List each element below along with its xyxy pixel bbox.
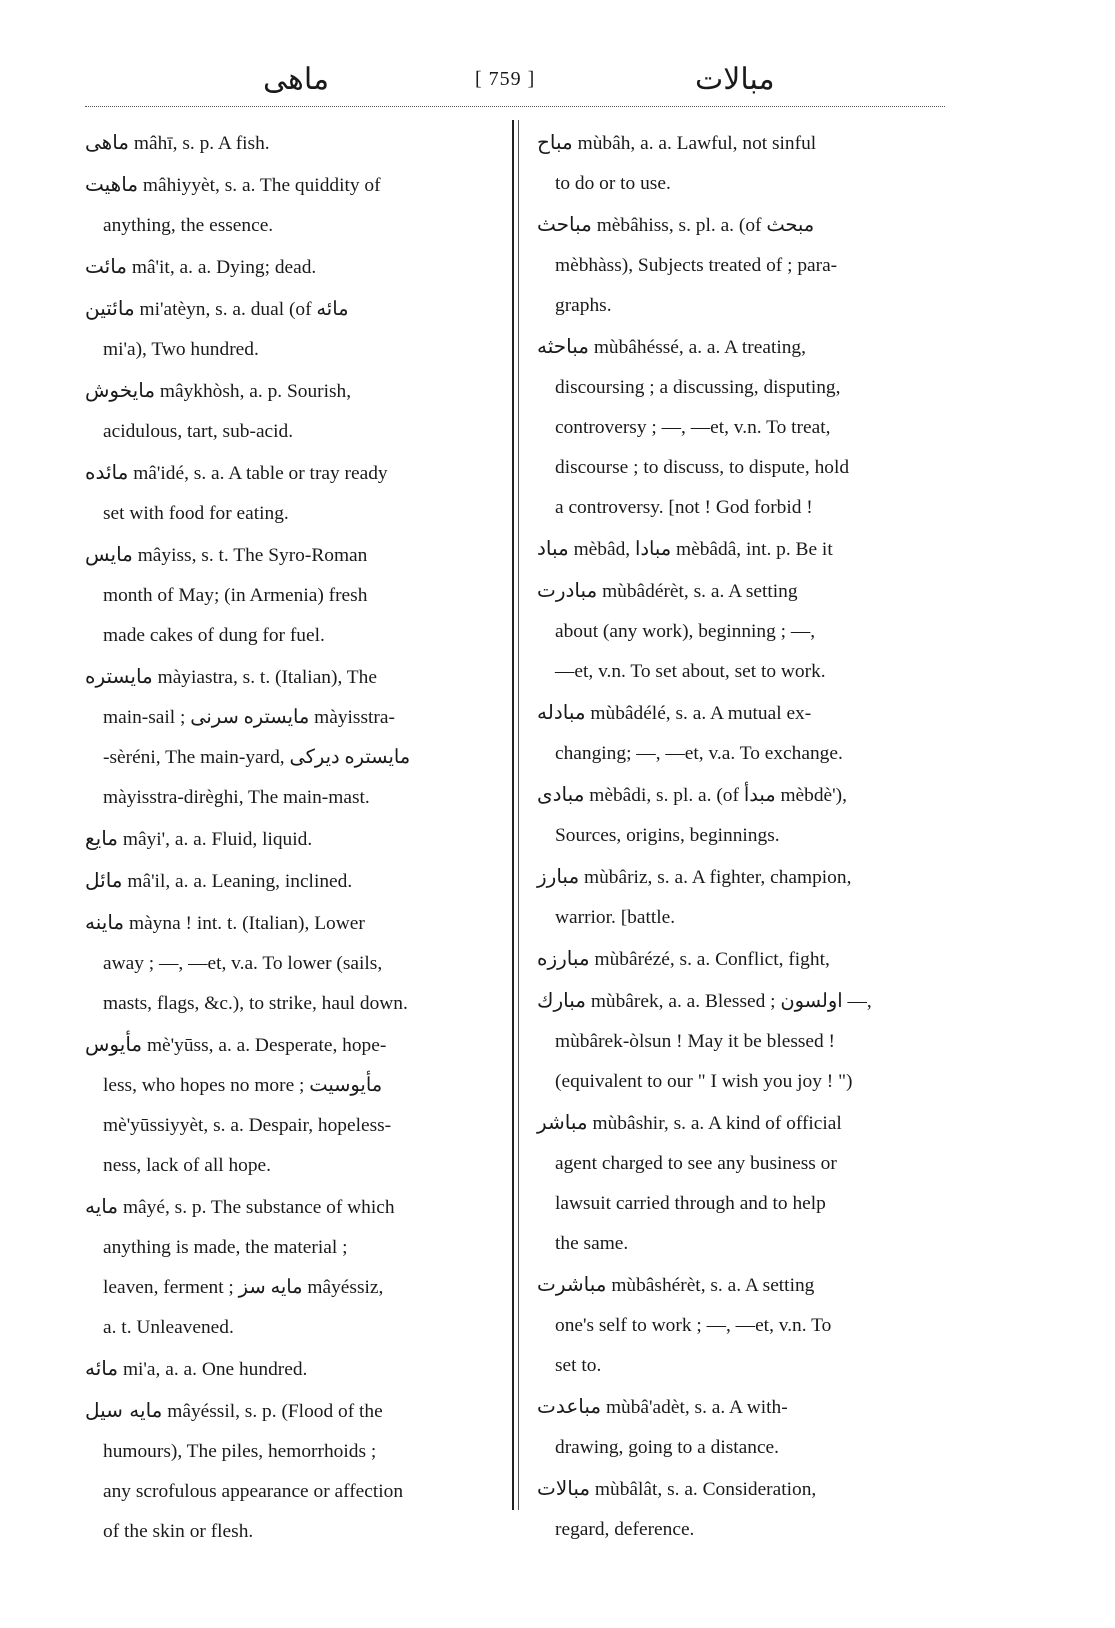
entry-text: mâyéssil, s. p. (Flood of the (162, 1401, 383, 1422)
headword-arabic: مایه سیل (85, 1398, 163, 1422)
entry-continuation: the same. (555, 1233, 629, 1254)
entry-continuation: one's self to work ; —, —et, v.n. To (555, 1315, 832, 1336)
left-column (85, 122, 500, 1552)
headword-arabic: مبادی (537, 782, 585, 806)
entry-continuation: away ; —, —et, v.a. To lower (sails, (103, 953, 383, 974)
headword-arabic: مایه (85, 1194, 119, 1218)
headword-arabic: مباح (537, 130, 573, 154)
entry-text: mè'yūss, a. a. Desperate, hope- (142, 1035, 387, 1056)
dictionary-entry (85, 534, 500, 656)
dictionary-entry (537, 1468, 957, 1550)
headword-arabic: مائتین (85, 296, 135, 320)
entry-continuation: Sources, origins, beginnings. (555, 825, 780, 846)
entry-continuation: a. t. Unleavened. (103, 1317, 234, 1338)
entry-text: mâyé, s. p. The substance of which (118, 1197, 395, 1218)
entry-text: mùbâriz, s. a. A fighter, champion, (579, 867, 852, 888)
entry-continuation: set with food for eating. (103, 503, 289, 524)
entry-continuation: màyisstra-dirèghi, The main-mast. (103, 787, 370, 808)
dictionary-entry (85, 164, 500, 246)
entry-continuation: of the skin or flesh. (103, 1521, 254, 1542)
entry-continuation: to do or to use. (555, 173, 671, 194)
entry-text: màyna ! int. t. (Italian), Lower (124, 913, 365, 934)
entry-continuation: mè'yūssiyyèt, s. a. Despair, hopeless- (103, 1115, 392, 1136)
entry-text: mèbâdi, s. pl. a. (of مبدأ mèbdè'), (584, 785, 847, 806)
entry-continuation: drawing, going to a distance. (555, 1437, 780, 1458)
headword-arabic: مباشرت (537, 1272, 607, 1296)
entry-continuation: ness, lack of all hope. (103, 1155, 272, 1176)
dictionary-entry (85, 818, 500, 860)
entry-text: mùbâlât, s. a. Consideration, (590, 1479, 817, 1500)
entry-text: mâ'idé, s. a. A table or tray ready (128, 463, 388, 484)
headword-arabic: مباعدت (537, 1394, 602, 1418)
entry-text: mèbâd, مبادا mèbâdâ, int. p. Be it (568, 539, 833, 560)
entry-text: mùbârézé, s. a. Conflict, fight, (589, 949, 830, 970)
entry-continuation: controversy ; —, —et, v.n. To treat, (555, 417, 831, 438)
entry-continuation: month of May; (in Armenia) fresh (103, 585, 368, 606)
entry-continuation: discoursing ; a discussing, disputing, (555, 377, 841, 398)
header-right-word: مبالات (695, 62, 775, 97)
dictionary-entry (85, 452, 500, 534)
entry-continuation: mèbhàss), Subjects treated of ; para- (555, 255, 838, 276)
dictionary-entry (537, 122, 957, 204)
headword-arabic: مباحث (537, 212, 592, 236)
entry-continuation: graphs. (555, 295, 612, 316)
headword-arabic: ماهی (85, 130, 130, 154)
entry-text: mùbâhéssé, a. a. A treating, (588, 337, 806, 358)
headword-arabic: ماینه (85, 910, 125, 934)
entry-text: mùbâshérèt, s. a. A setting (606, 1275, 815, 1296)
dictionary-entry (537, 204, 957, 326)
column-divider-inner (518, 120, 519, 1510)
dictionary-entry (537, 692, 957, 774)
dictionary-entry (85, 656, 500, 818)
headword-arabic: مبادله (537, 700, 586, 724)
entry-continuation: humours), The piles, hemorrhoids ; (103, 1441, 377, 1462)
entry-continuation: -sèréni, The main-yard, مایستره دیرکی (103, 747, 411, 768)
dictionary-entry (537, 774, 957, 856)
entry-continuation: made cakes of dung for fuel. (103, 625, 325, 646)
header-left-word: ماهی (263, 62, 330, 97)
entry-text: mâ'it, a. a. Dying; dead. (127, 257, 317, 278)
headword-arabic: مایس (85, 542, 133, 566)
entry-continuation: acidulous, tart, sub-acid. (103, 421, 294, 442)
entry-continuation: warrior. [battle. (555, 907, 676, 928)
entry-continuation: set to. (555, 1355, 602, 1376)
dictionary-entry (537, 1102, 957, 1264)
dictionary-entry (537, 856, 957, 938)
entry-text: mâyiss, s. t. The Syro-Roman (132, 545, 368, 566)
entry-continuation: less, who hopes no more ; مأیوسیت (103, 1075, 383, 1096)
dictionary-entry (85, 246, 500, 288)
page-number: [ 759 ] (475, 68, 536, 90)
dictionary-entry (85, 288, 500, 370)
headword-arabic: ماهیت (85, 172, 139, 196)
entry-text: mâhī, s. p. A fish. (129, 133, 270, 154)
headword-arabic: مباشر (537, 1110, 588, 1134)
headword-arabic: مایخوش (85, 378, 156, 402)
page-header (85, 62, 945, 107)
dictionary-entry (537, 570, 957, 692)
entry-text: mèbâhiss, s. pl. a. (of مبحث (591, 215, 815, 236)
entry-continuation: any scrofulous appearance or affection (103, 1481, 404, 1502)
headword-arabic: مائه (85, 1356, 119, 1380)
entry-continuation: mùbârek-òlsun ! May it be blessed ! (555, 1031, 836, 1052)
dictionary-entry (537, 528, 957, 570)
headword-arabic: مبالات (537, 1476, 591, 1500)
column-divider (512, 120, 514, 1510)
headword-arabic: مباحثه (537, 334, 589, 358)
entry-continuation: lawsuit carried through and to help (555, 1193, 826, 1214)
dictionary-entry (537, 1264, 957, 1386)
entry-text: màyiastra, s. t. (Italian), The (152, 667, 377, 688)
dictionary-entry (537, 1386, 957, 1468)
dictionary-entry (85, 902, 500, 1024)
entry-text: mùbâshir, s. a. A kind of official (587, 1113, 842, 1134)
entry-continuation: anything is made, the material ; (103, 1237, 348, 1258)
headword-arabic: مایستره (85, 664, 153, 688)
entry-text: mi'atèyn, s. a. dual (of مائه (134, 299, 349, 320)
entry-text: mâ'il, a. a. Leaning, inclined. (122, 871, 353, 892)
entry-text: mùbârek, a. a. Blessed ; اولسون —, (585, 991, 872, 1012)
dictionary-entry (537, 938, 957, 980)
entry-continuation: anything, the essence. (103, 215, 274, 236)
dictionary-entry (85, 1348, 500, 1390)
entry-text: mùbâdérèt, s. a. A setting (597, 581, 798, 602)
entry-continuation: agent charged to see any business or (555, 1153, 837, 1174)
entry-text: mâykhòsh, a. p. Sourish, (155, 381, 352, 402)
dictionary-entry (85, 1390, 500, 1552)
headword-arabic: مبادرت (537, 578, 598, 602)
dictionary-entry (85, 860, 500, 902)
headword-arabic: مباد (537, 536, 569, 560)
entry-text: mâyi', a. a. Fluid, liquid. (118, 829, 313, 850)
entry-continuation: —et, v.n. To set about, set to work. (555, 661, 826, 682)
headword-arabic: مبارز (537, 864, 580, 888)
headword-arabic: مائل (85, 868, 123, 892)
dictionary-entry (537, 980, 957, 1102)
dictionary-entry (537, 326, 957, 528)
dictionary-entry (85, 1186, 500, 1348)
headword-arabic: مائت (85, 254, 128, 278)
entry-text: mùbâdélé, s. a. A mutual ex- (585, 703, 812, 724)
entry-continuation: discourse ; to discuss, to dispute, hold (555, 457, 850, 478)
entry-continuation: a controversy. [not ! God forbid ! (555, 497, 813, 518)
entry-text: mi'a, a. a. One hundred. (118, 1359, 308, 1380)
entry-continuation: about (any work), beginning ; —, (555, 621, 816, 642)
headword-arabic: مأیوس (85, 1032, 143, 1056)
headword-arabic: مائده (85, 460, 129, 484)
entry-continuation: (equivalent to our " I wish you joy ! ") (555, 1071, 853, 1092)
entry-text: mâhiyyèt, s. a. The quiddity of (138, 175, 381, 196)
dictionary-entry (85, 1024, 500, 1186)
entry-continuation: masts, flags, &c.), to strike, haul down. (103, 993, 408, 1014)
entry-continuation: leaven, ferment ; مایه سز mâyéssiz, (103, 1277, 384, 1298)
entry-text: mùbâ'adèt, s. a. A with- (601, 1397, 788, 1418)
entry-continuation: changing; —, —et, v.a. To exchange. (555, 743, 843, 764)
headword-arabic: مبارزه (537, 946, 590, 970)
entry-continuation: regard, deference. (555, 1519, 695, 1540)
entry-continuation: mi'a), Two hundred. (103, 339, 259, 360)
entry-text: mùbâh, a. a. Lawful, not sinful (572, 133, 817, 154)
headword-arabic: مایع (85, 826, 119, 850)
headword-arabic: مبارك (537, 988, 586, 1012)
entry-continuation: main-sail ; مایستره سرنی màyisstra- (103, 707, 395, 728)
dictionary-entry (85, 370, 500, 452)
dictionary-entry (85, 122, 500, 164)
right-column (537, 122, 957, 1550)
